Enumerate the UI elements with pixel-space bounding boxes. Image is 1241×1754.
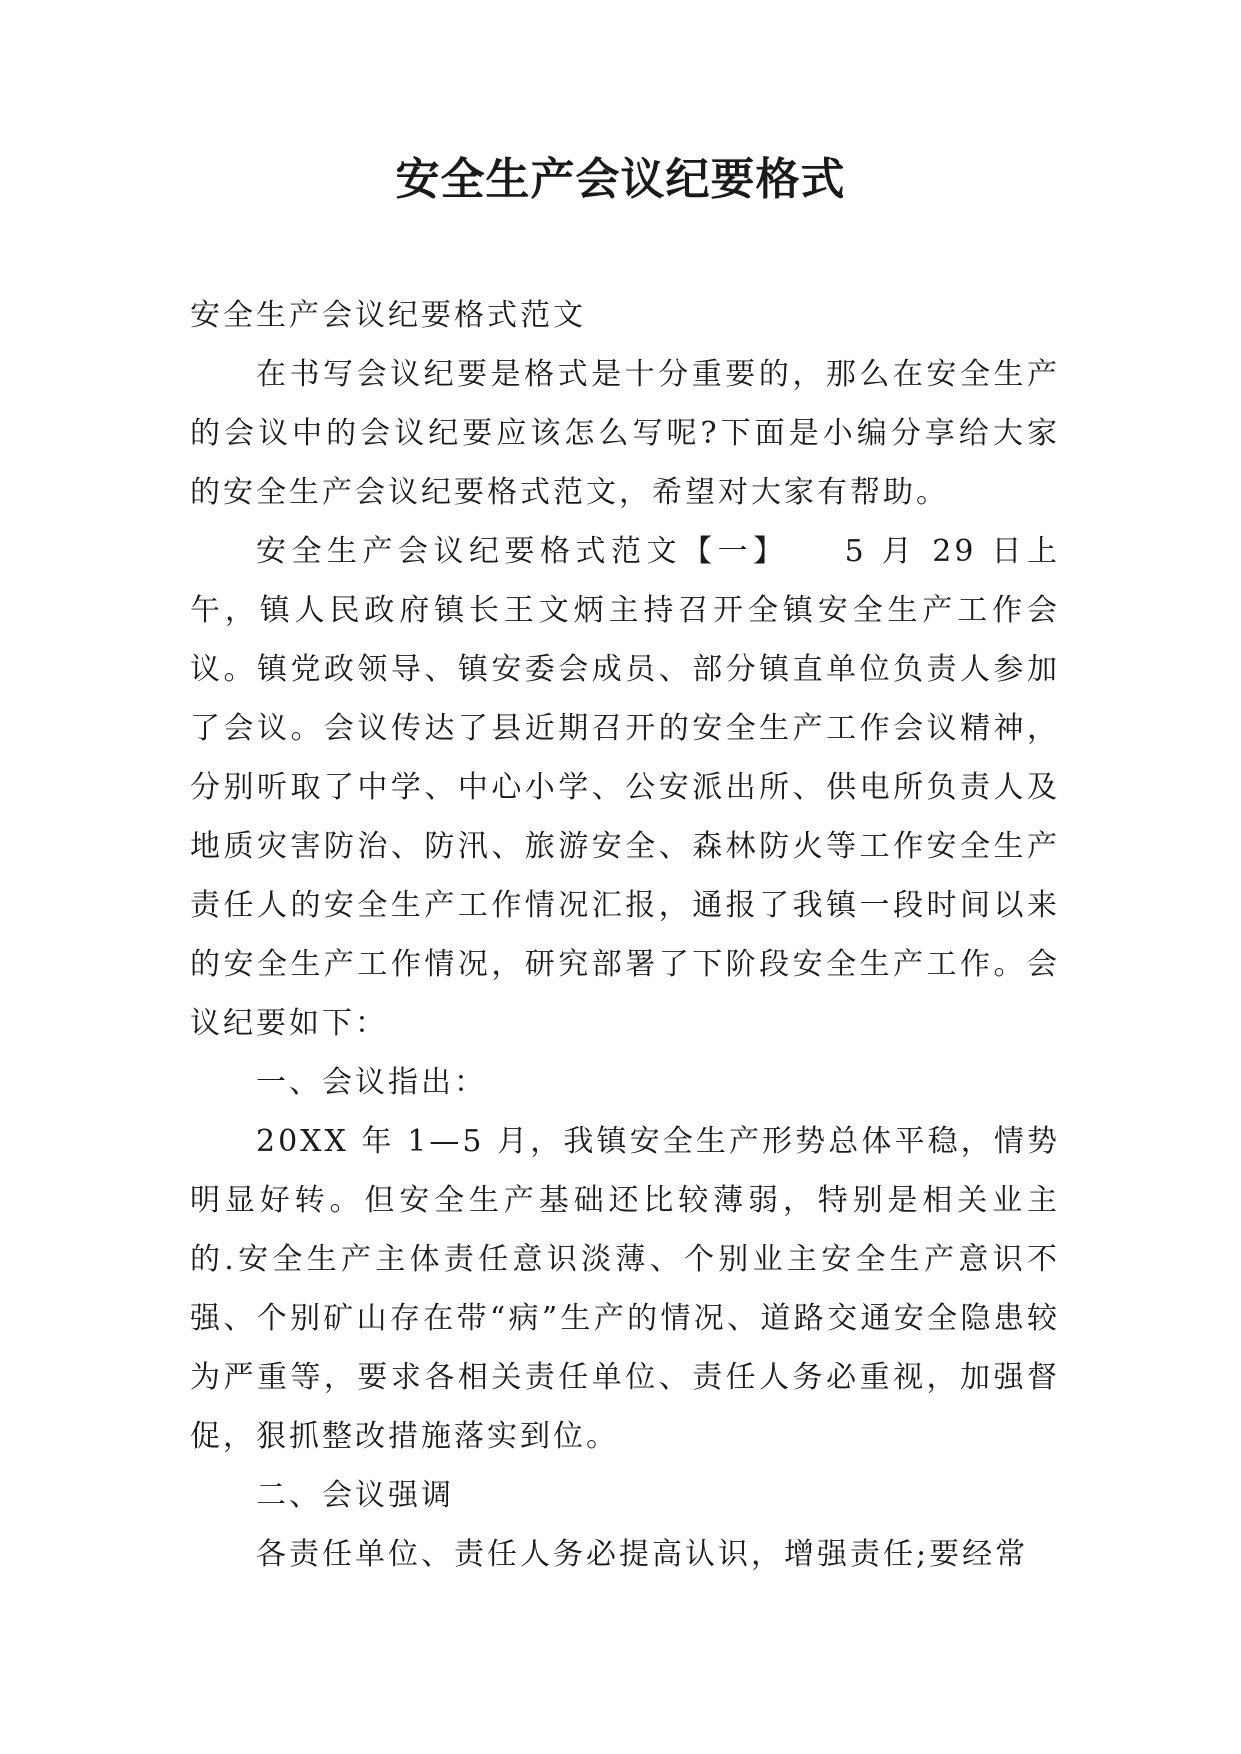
section-heading-1: 一、会议指出： (256, 1065, 487, 1100)
section-heading-2: 二、会议强调 (256, 1478, 454, 1513)
paragraph-sample-one: 安全生产会议纪要格式范文【一】 5 月 29 日上午，镇人民政府镇长王文炳主持召开全镇安全生产工作会议。镇党政领导、镇安委会成员、部分镇直单位负责人参加了会议。会议传达了县近期召开的安全生产工作会议精神，分别听取了中学、中心小学、公安派出所、供电所负责人及地质灾害防治、防汛、旅游安全、森林防火等工作安全生产责任人的安全生产工作情况汇报，通报了我镇一段时间以来的安全生产工作情况，研究部署了下阶段安全生产工作。会议纪要如下： (190, 534, 1060, 1041)
paragraph-intro: 在书写会议纪要是格式是十分重要的，那么在安全生产的会议中的会议纪要应该怎么写呢?下面是小编分享给大家的安全生产会议纪要格式范文，希望对大家有帮助。 (190, 357, 1060, 510)
paragraph-section-1: 20XX 年 1—5 月，我镇安全生产形势总体平稳，情势明显好转。但安全生产基础还比较薄弱，特别是相关业主的.安全生产主体责任意识淡薄、个别业主安全生产意识不强、个别矿山存在带“病”生产的情况、道路交通安全隐患较为严重等，要求各相关责任单位、责任人务必重视，加强督促，狠抓整改措施落实到位。 (190, 1124, 1060, 1454)
paragraph-subtitle: 安全生产会议纪要格式范文 (190, 298, 586, 333)
document-body (190, 286, 1060, 1584)
document-title: 安全生产会议纪要格式 (395, 154, 846, 205)
paragraph-section-2: 各责任单位、责任人务必提高认识，增强责任;要经常 (256, 1537, 1029, 1572)
